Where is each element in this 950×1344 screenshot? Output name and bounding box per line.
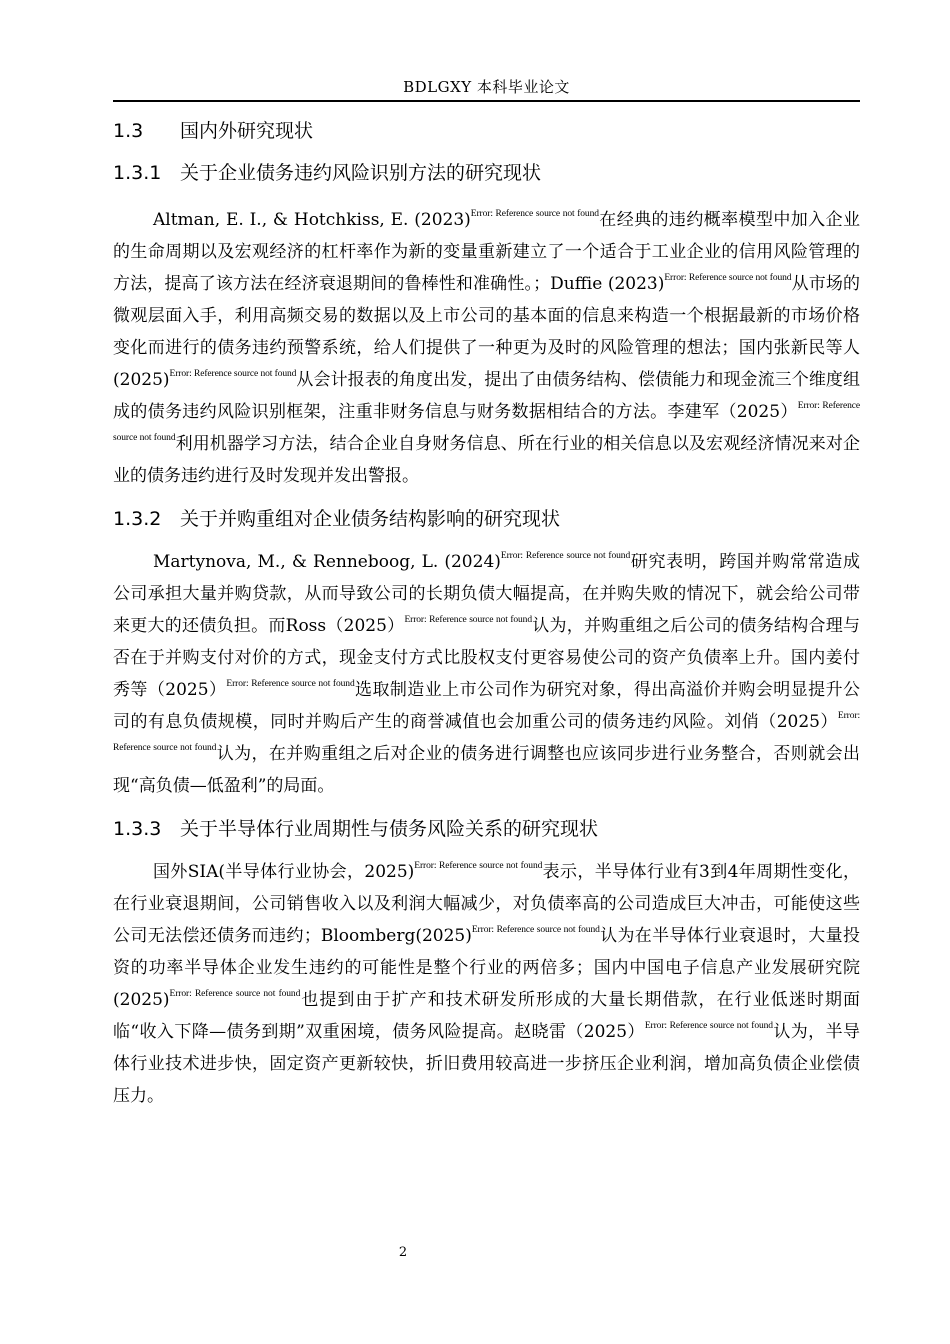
text-segment: 在经典的违约概率模型中加入企业的生命周期以及宏观经济的杠杆率作为新的变量重新建立了一个适合于工业企业的信用风险管理的方法，提高了该方法在经济衰退期间的鲁棒性和准确性。；Duffie (2023) [113,210,860,294]
section-title: 国内外研究现状 [180,120,314,142]
text-segment: 认为，半导体行业技术进步快，固定资产更新较快，折旧费用较高进一步挤压企业利润，增加高负债企业偿债压力。 [113,1022,860,1106]
reference-error: Error: Reference source not found [470,209,599,219]
reference-error: Error: Reference source not found [113,401,860,443]
page-number: 2 [398,1245,408,1260]
section-heading [113,116,860,146]
reference-error: Error: Reference source not found [169,369,297,379]
text-segment: 选取制造业上市公司作为研究对象，得出高溢价并购会明显提升公司的有息负债规模，同时并购后产生的商誉减值也会加重公司的债务违约风险。刘俏（2025） [113,680,860,732]
reference-error: Error: Reference source not found [404,615,532,625]
subsection-title: 关于半导体行业周期性与债务风险关系的研究现状 [180,818,599,840]
reference-error: Error: Reference source not found [226,679,355,689]
text-segment: 研究表明，跨国并购常常造成公司承担大量并购贷款，从而导致公司的长期负债大幅提高，在并购失败的情况下，就会给公司带来更大的还债负担。而Ross（2025） [113,552,860,636]
reference-error: Error: Reference source not found [664,273,792,283]
text-segment: 认为，并购重组之后公司的债务结构合理与否在于并购支付对价的方式，现金支付方式比股权支付更容易使公司的资产负债率上升。国内姜付秀等（2025） [113,616,861,700]
paragraph-3 [113,856,860,1112]
text-segment: 利用机器学习方法，结合企业自身财务信息、所在行业的相关信息以及宏观经济情况来对企业的债务违约进行及时发现并发出警报。 [113,434,861,486]
paragraph-2 [113,546,860,802]
text-segment: 从市场的微观层面入手，利用高频交易的数据以及上市公司的基本面的信息来构造一个根据最新的市场价格变化而进行的债务违约预警系统，给人们提供了一种更为及时的风险管理的想法；国内张新民等人(2025) [113,274,861,390]
reference-error: Error: Reference source not found [471,925,600,935]
subsection-number: 1.3.3 [113,818,162,840]
page-header: BDLGXY 本科毕业论文 [403,78,570,96]
text-segment: 表示，半导体行业有3到4年周期性变化，在行业衰退期间，公司销售收入以及利润大幅减少，对负债率高的公司造成巨大冲击，可能使这些公司无法偿还债务而违约；Bloomberg(2025) [113,862,860,946]
header-divider [113,100,860,102]
subsection-title: 关于企业债务违约风险识别方法的研究现状 [180,162,542,184]
reference-error: Error: Reference source not found [113,711,860,753]
subsection-heading-3 [113,814,860,844]
reference-error: Error: Reference source not found [500,551,631,561]
text-segment: 国外SIA(半导体行业协会，2025) [153,862,415,882]
paragraph-1 [113,204,860,492]
subsection-title: 关于并购重组对企业债务结构影响的研究现状 [180,508,561,530]
subsection-number: 1.3.1 [113,162,162,184]
subsection-number: 1.3.2 [113,508,162,530]
text-segment: Altman, E. I., & Hotchkiss, E. (2023) [153,210,471,230]
text-segment: 认为在半导体行业衰退时，大量投资的功率半导体企业发生违约的可能性是整个行业的两倍多；国内中国电子信息产业发展研究院(2025) [113,926,861,1010]
section-number: 1.3 [113,120,144,142]
subsection-heading-1 [113,158,860,188]
reference-error: Error: Reference source not found [414,861,543,871]
text-segment: 也提到由于扩产和技术研发所形成的大量长期借款，在行业低迷时期面临“收入下降—债务到期”双重困境，债务风险提高。赵晓雷（2025） [113,990,861,1042]
text-segment: Martynova, M., & Renneboog, L. (2024) [153,552,501,572]
reference-error: Error: Reference source not found [644,1021,773,1031]
reference-error: Error: Reference source not found [169,989,301,999]
document-body [113,116,860,1112]
text-segment: 认为，在并购重组之后对企业的债务进行调整也应该同步进行业务整合，否则就会出现“高负债—低盈利”的局面。 [113,744,860,796]
text-segment: 从会计报表的角度出发，提出了由债务结构、偿债能力和现金流三个维度组成的债务违约风险识别框架，注重非财务信息与财务数据相结合的方法。李建军（2025） [113,370,861,422]
subsection-heading-2 [113,504,860,534]
